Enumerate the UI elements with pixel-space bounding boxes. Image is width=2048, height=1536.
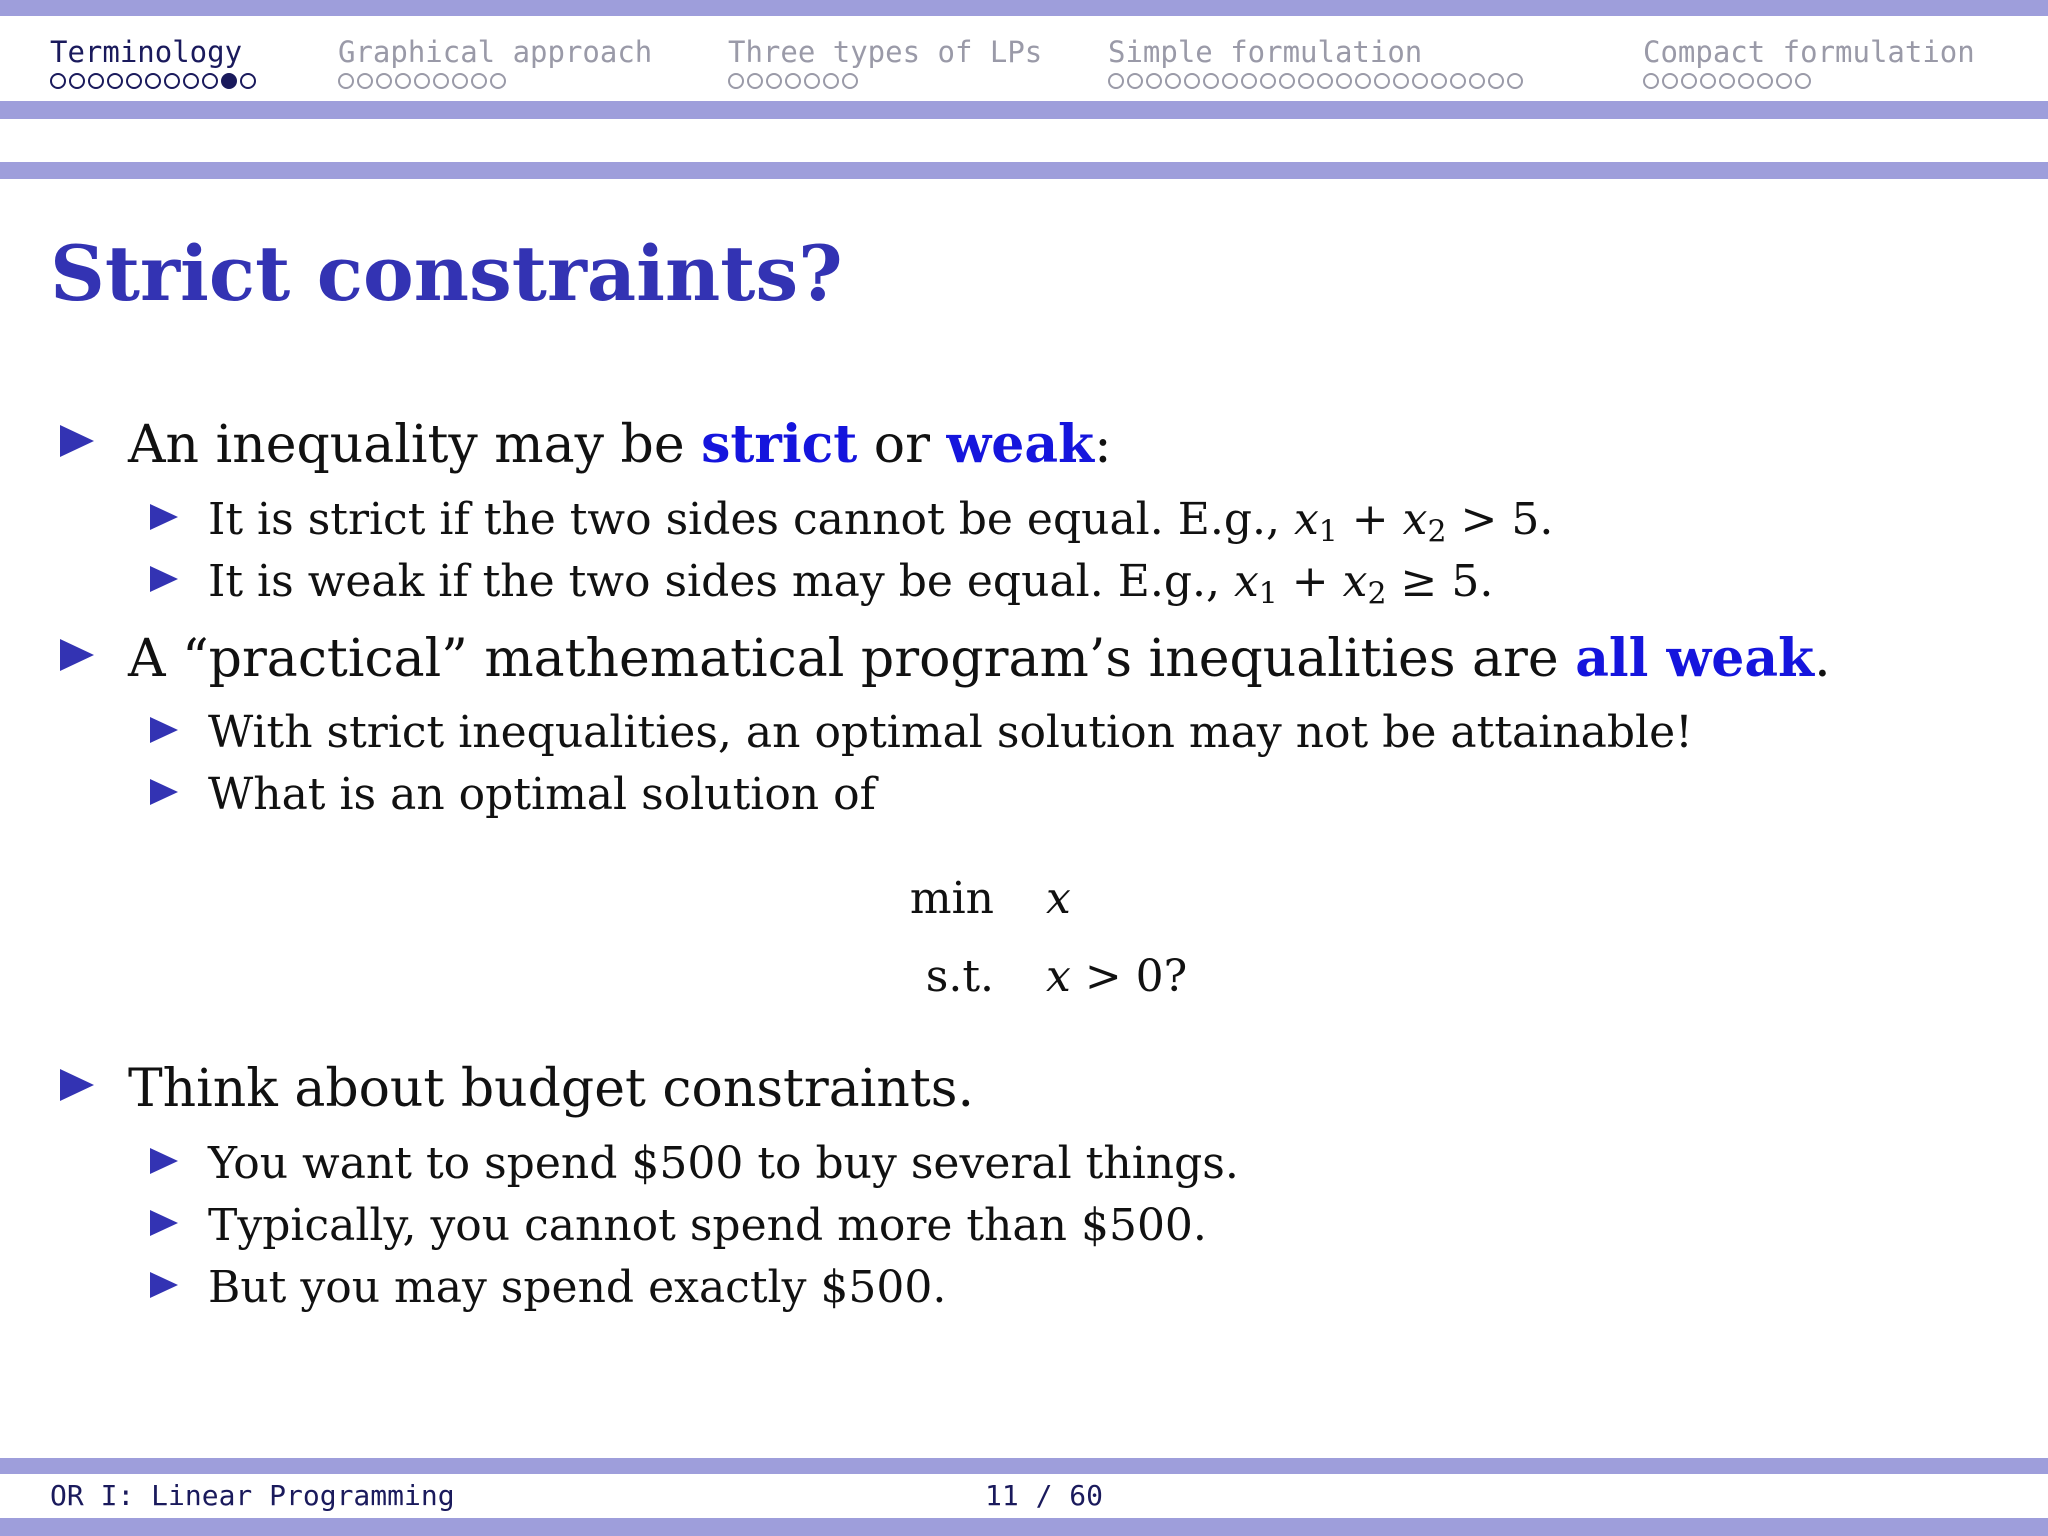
- nav-dot[interactable]: [490, 73, 506, 89]
- bullet-text: Think about budget constraints.: [128, 1058, 974, 1119]
- nav-dot[interactable]: [1260, 73, 1276, 89]
- nav-section-label: Graphical approach: [338, 35, 653, 69]
- nav-dot[interactable]: [1355, 73, 1371, 89]
- sub-bullet-item: [150, 1258, 946, 1315]
- nav-dot[interactable]: [747, 73, 763, 89]
- bullet-triangle-icon: [150, 1148, 178, 1174]
- nav-dot[interactable]: [1108, 73, 1124, 89]
- nav-dot[interactable]: [785, 73, 801, 89]
- nav-dot[interactable]: [1795, 73, 1811, 89]
- nav-dot[interactable]: [145, 73, 161, 89]
- nav-dot[interactable]: [766, 73, 782, 89]
- highlight-all-weak: all weak: [1575, 627, 1815, 689]
- nav-dot[interactable]: [1776, 73, 1792, 89]
- bullet-triangle-icon: [150, 1272, 178, 1298]
- nav-dot[interactable]: [1317, 73, 1333, 89]
- nav-dot[interactable]: [240, 73, 256, 89]
- bullet-text: [128, 628, 1831, 690]
- nav-section-label: Compact formulation: [1643, 35, 1975, 69]
- nav-dot[interactable]: [126, 73, 142, 89]
- nav-dot[interactable]: [1146, 73, 1162, 89]
- math-operator: +: [1277, 555, 1343, 607]
- nav-dot[interactable]: [1203, 73, 1219, 89]
- nav-dot[interactable]: [1700, 73, 1716, 89]
- nav-dot[interactable]: [1279, 73, 1295, 89]
- bullet-text: But you may spend exactly $500.: [208, 1261, 947, 1313]
- nav-section-label: Simple formulation: [1108, 35, 1423, 69]
- nav-section-dots: [1643, 73, 1975, 89]
- nav-dot-current[interactable]: [221, 73, 237, 89]
- nav-section-terminology[interactable]: [50, 34, 256, 89]
- text-fragment: An inequality may be: [128, 414, 702, 475]
- nav-section-dots: [728, 73, 1042, 89]
- nav-dot[interactable]: [1738, 73, 1754, 89]
- bullet-triangle-icon: [150, 1210, 178, 1236]
- nav-dot[interactable]: [433, 73, 449, 89]
- nav-dot[interactable]: [107, 73, 123, 89]
- bullet-text: Typically, you cannot spend more than $500.: [208, 1199, 1207, 1251]
- nav-dot[interactable]: [1643, 73, 1659, 89]
- nav-dot[interactable]: [471, 73, 487, 89]
- nav-dot[interactable]: [1488, 73, 1504, 89]
- bullet-text: [208, 493, 1553, 547]
- bullet-triangle-icon: [150, 566, 178, 592]
- bullet-text: What is an optimal solution of: [208, 768, 876, 820]
- nav-dot[interactable]: [1374, 73, 1390, 89]
- nav-dot[interactable]: [338, 73, 354, 89]
- nav-dot[interactable]: [414, 73, 430, 89]
- nav-dot[interactable]: [202, 73, 218, 89]
- bullet-text: [128, 414, 1112, 476]
- nav-section-dots: [50, 73, 256, 89]
- nav-dot[interactable]: [1412, 73, 1428, 89]
- bullet-triangle-icon: [60, 639, 94, 671]
- nav-dot[interactable]: [88, 73, 104, 89]
- text-fragment: .: [1814, 628, 1831, 689]
- header-top-bar: [0, 0, 2048, 16]
- nav-dot[interactable]: [1336, 73, 1352, 89]
- nav-section-label: Three types of LPs: [728, 35, 1043, 69]
- bullet-triangle-icon: [150, 504, 178, 530]
- footer-bottom-bar: [0, 1518, 2048, 1536]
- math-subscript: 1: [1318, 513, 1338, 549]
- nav-dot[interactable]: [1719, 73, 1735, 89]
- bullet-text: With strict inequalities, an optimal solution may not be attainable!: [208, 706, 1693, 758]
- math-operator: +: [1337, 493, 1403, 545]
- text-fragment: It is strict if the two sides cannot be equal. E.g.,: [208, 493, 1294, 545]
- footer-top-bar: [0, 1458, 2048, 1474]
- nav-dot[interactable]: [1681, 73, 1697, 89]
- equation-min-label: min: [909, 873, 994, 924]
- bullet-text: You want to spend $500 to buy several things.: [208, 1137, 1239, 1189]
- sub-bullet-item: [150, 1196, 1207, 1253]
- bullet-triangle-icon: [60, 1069, 94, 1101]
- math-subscript: 2: [1427, 513, 1447, 549]
- equation-st-label: s.t.: [925, 951, 994, 1002]
- nav-section-dots: [1108, 73, 1523, 89]
- text-fragment: or: [857, 414, 947, 475]
- bullet-triangle-icon: [150, 717, 178, 743]
- sub-bullet-item: [150, 552, 1493, 609]
- math-variable: x: [1402, 493, 1428, 545]
- nav-dot[interactable]: [842, 73, 858, 89]
- nav-section-dots: [338, 73, 652, 89]
- nav-dot[interactable]: [1127, 73, 1143, 89]
- text-fragment: It is weak if the two sides may be equal. E.g.,: [208, 555, 1234, 607]
- slide-title: Strict constraints?: [50, 229, 843, 318]
- math-relation: > 0?: [1070, 951, 1188, 1002]
- nav-dot[interactable]: [1431, 73, 1447, 89]
- highlight-strict: strict: [701, 413, 858, 475]
- nav-dot[interactable]: [452, 73, 468, 89]
- math-variable: x: [1342, 555, 1368, 607]
- nav-dot[interactable]: [1757, 73, 1773, 89]
- footer-course-title: OR I: Linear Programming: [50, 1479, 455, 1512]
- bullet-triangle-icon: [60, 425, 94, 457]
- nav-section-compact-formulation[interactable]: [1643, 34, 1975, 89]
- math-relation: > 5.: [1446, 493, 1554, 545]
- nav-dot[interactable]: [1241, 73, 1257, 89]
- nav-section-simple-formulation[interactable]: [1108, 34, 1523, 89]
- nav-dot[interactable]: [69, 73, 85, 89]
- bullet-item: [60, 624, 1831, 690]
- sub-bullet-item: [150, 490, 1553, 547]
- nav-dot[interactable]: [50, 73, 66, 89]
- nav-dot[interactable]: [1450, 73, 1466, 89]
- math-variable: x: [1233, 555, 1259, 607]
- sub-bullet-item: [150, 1134, 1239, 1191]
- nav-section-label: Terminology: [50, 35, 243, 69]
- nav-dot[interactable]: [728, 73, 744, 89]
- math-relation: ≥ 5.: [1386, 555, 1494, 607]
- nav-dot[interactable]: [1165, 73, 1181, 89]
- bullet-item: [60, 410, 1112, 476]
- nav-dot[interactable]: [376, 73, 392, 89]
- nav-dot[interactable]: [357, 73, 373, 89]
- text-fragment: :: [1094, 414, 1112, 475]
- bullet-text: [208, 555, 1493, 609]
- bullet-item: [60, 1054, 974, 1120]
- nav-dot[interactable]: [183, 73, 199, 89]
- nav-dot[interactable]: [1469, 73, 1485, 89]
- nav-section-graphical-approach[interactable]: [338, 34, 652, 89]
- sub-bullet-item: [150, 703, 1693, 760]
- section-navigation: [0, 34, 2048, 104]
- equation-objective: x: [1046, 873, 1071, 924]
- math-subscript: 1: [1258, 575, 1278, 611]
- footer-page-number: 11 / 60: [985, 1479, 1104, 1512]
- sub-bullet-item: [150, 765, 876, 822]
- equation-constraint: [1046, 950, 1187, 1004]
- nav-dot[interactable]: [395, 73, 411, 89]
- nav-dot[interactable]: [1298, 73, 1314, 89]
- nav-dot[interactable]: [1662, 73, 1678, 89]
- nav-dot[interactable]: [823, 73, 839, 89]
- nav-dot[interactable]: [1507, 73, 1523, 89]
- title-bar: [0, 162, 2048, 179]
- nav-dot[interactable]: [1393, 73, 1409, 89]
- nav-dot[interactable]: [1222, 73, 1238, 89]
- nav-dot[interactable]: [164, 73, 180, 89]
- math-variable: x: [1293, 493, 1319, 545]
- nav-dot[interactable]: [1184, 73, 1200, 89]
- nav-section-three-types-of-lps[interactable]: [728, 34, 1042, 89]
- text-fragment: A “practical” mathematical program’s inequalities are: [128, 628, 1576, 689]
- highlight-weak: weak: [946, 413, 1095, 475]
- bullet-triangle-icon: [150, 779, 178, 805]
- math-variable: x: [1046, 951, 1071, 1002]
- math-subscript: 2: [1367, 575, 1387, 611]
- nav-dot[interactable]: [804, 73, 820, 89]
